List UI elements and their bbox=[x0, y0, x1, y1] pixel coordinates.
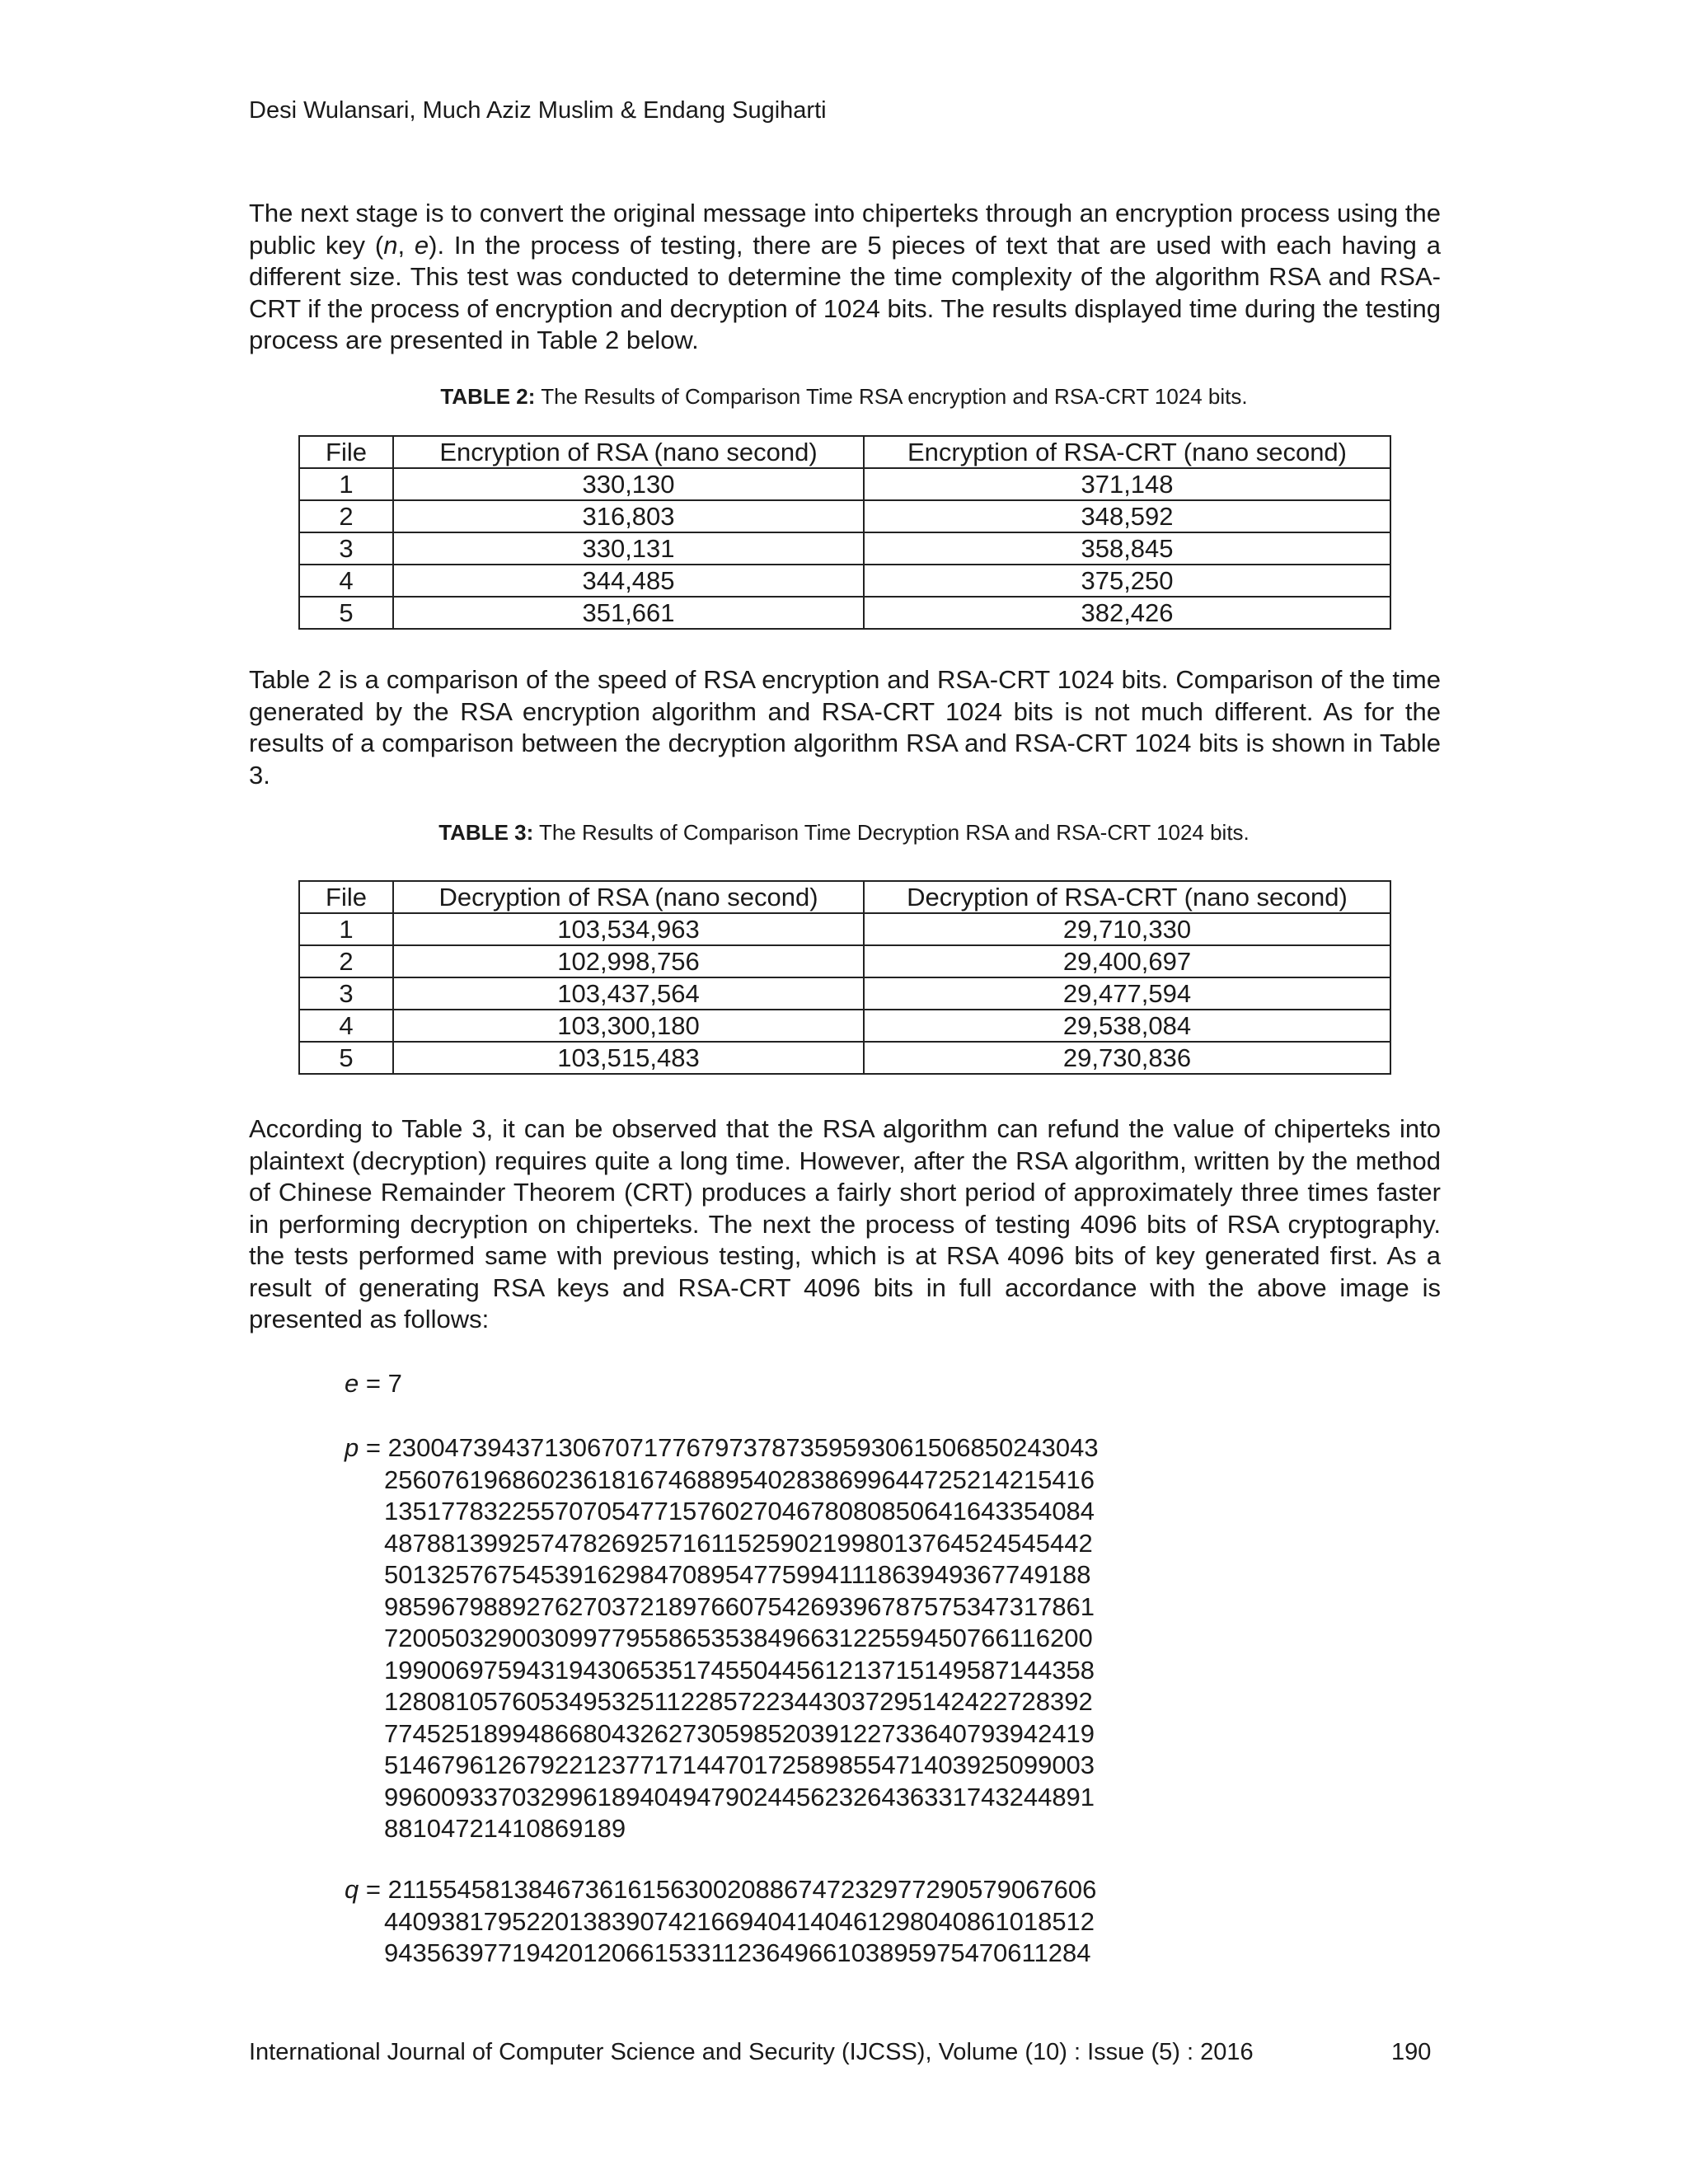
table-cell: 2 bbox=[299, 945, 393, 977]
table-cell: 29,538,084 bbox=[864, 1010, 1390, 1042]
table-3-label: TABLE 3: bbox=[438, 820, 534, 845]
key-p: p = 23004739437130670717767973787359593061506850243043 25607619686023618167468895402838699644725214215416 13517783225570705477157602704678080850641643354084 48788139925747826925716115259021998013764524545442 50132576754539162984708954775994111863949367749188 98596798892762703721897660754269396787575347317861 72005032900309977955865353849663122559450766116200 19900697594319430653517455044561213715149587144358 12808105760534953251122857223443037295142422728392 77452518994866804326273059852039122733640793942419 51467961267922123771714470172589855471403925099003 99600933703299618940494790244562326436331743244891 88104721410869189 bbox=[345, 1432, 1099, 1845]
table-cell: 4 bbox=[299, 1010, 393, 1042]
var-q: q bbox=[345, 1875, 359, 1904]
table-cell: 103,515,483 bbox=[393, 1042, 864, 1074]
table-header-row bbox=[299, 436, 1390, 468]
table-2-caption: TABLE 2: The Results of Comparison Time RSA encryption and RSA-CRT 1024 bits. bbox=[440, 384, 1248, 409]
table-cell: 1 bbox=[299, 468, 393, 500]
table-row bbox=[299, 913, 1390, 945]
table-cell: 4 bbox=[299, 565, 393, 597]
table-cell: 3 bbox=[299, 532, 393, 565]
key-e-value: 7 bbox=[387, 1369, 402, 1398]
table-header-cell: Encryption of RSA-CRT (nano second) bbox=[864, 436, 1390, 468]
key-q-line: 44093817952201383907421669404140461298040861018512 bbox=[384, 1906, 1095, 1936]
table-cell: 3 bbox=[299, 977, 393, 1010]
key-p-line: 25607619686023618167468895402838699644725214215416 bbox=[384, 1465, 1095, 1494]
key-p-line: 88104721410869189 bbox=[384, 1814, 626, 1843]
table-header-cell: Encryption of RSA (nano second) bbox=[393, 436, 864, 468]
table-header-row bbox=[299, 881, 1390, 913]
table-header-cell: Decryption of RSA (nano second) bbox=[393, 881, 864, 913]
table-row bbox=[299, 1010, 1390, 1042]
key-p-line: 50132576754539162984708954775994111863949367749188 bbox=[384, 1560, 1091, 1589]
table-row bbox=[299, 597, 1390, 629]
paragraph-encryption-intro: The next stage is to convert the original message into chiperteks through an encryption process using the public key (n, e). In the process of testing, there are 5 pieces of text that are used with each having a different size. This test was conducted to determine the time complexity of the algorithm RSA and RSA-CRT if the process of encryption and decryption of 1024 bits. The results displayed time during the testing process are presented in Table 2 below. bbox=[249, 199, 1441, 354]
table-cell: 348,592 bbox=[864, 500, 1390, 532]
page-number: 190 bbox=[1391, 2039, 1432, 2065]
table-header-cell: File bbox=[299, 436, 393, 468]
key-q-line: 94356397719420120661533112364966103895975470611284 bbox=[384, 1938, 1091, 1967]
key-p-line: 98596798892762703721897660754269396787575347317861 bbox=[384, 1591, 1095, 1621]
table-row bbox=[299, 500, 1390, 532]
var-e: e bbox=[345, 1369, 359, 1398]
key-p-line: 19900697594319430653517455044561213715149587144358 bbox=[384, 1655, 1095, 1685]
table-row bbox=[299, 565, 1390, 597]
table-cell: 358,845 bbox=[864, 532, 1390, 565]
var-n: n bbox=[383, 230, 398, 260]
key-p-line: 51467961267922123771714470172589855471403925099003 bbox=[384, 1750, 1095, 1779]
table-cell: 316,803 bbox=[393, 500, 864, 532]
table-cell: 5 bbox=[299, 597, 393, 629]
var-e: e bbox=[414, 230, 429, 260]
table-2-label: TABLE 2: bbox=[440, 384, 536, 409]
table-cell: 351,661 bbox=[393, 597, 864, 629]
table-cell: 103,437,564 bbox=[393, 977, 864, 1010]
paragraph-table3-discussion: According to Table 3, it can be observed that the RSA algorithm can refund the value of chiperteks into plaintext (decryption) requires quite a long time. However, after the RSA algorithm, written by the method of Chinese Remainder Theorem (CRT) produces a fairly short period of approximately three times faster in performing decryption on chiperteks. The next the process of testing 4096 bits of RSA cryptography. the tests performed same with previous testing, which is at RSA 4096 bits of key generated first. As a result of generating RSA keys and RSA-CRT 4096 bits in full accordance with the above image is presented as follows: bbox=[249, 1114, 1441, 1333]
key-p-line: 77452518994866804326273059852039122733640793942419 bbox=[384, 1718, 1095, 1748]
table-3-decryption bbox=[298, 880, 1391, 1075]
key-p-line: 23004739437130670717767973787359593061506850243043 bbox=[387, 1433, 1099, 1462]
table-cell: 29,730,836 bbox=[864, 1042, 1390, 1074]
table-row bbox=[299, 945, 1390, 977]
table-row bbox=[299, 1042, 1390, 1074]
table-cell: 29,710,330 bbox=[864, 913, 1390, 945]
table-cell: 375,250 bbox=[864, 565, 1390, 597]
table-2-encryption bbox=[298, 435, 1391, 630]
journal-footer: International Journal of Computer Science and Security (IJCSS), Volume (10) : Issue (5) : 2016 bbox=[249, 2039, 1254, 2065]
table-row bbox=[299, 977, 1390, 1010]
table-header-cell: Decryption of RSA-CRT (nano second) bbox=[864, 881, 1390, 913]
key-e: e = 7 bbox=[345, 1369, 402, 1398]
table-cell: 29,400,697 bbox=[864, 945, 1390, 977]
running-head: Desi Wulansari, Much Aziz Muslim & Endang Sugiharti bbox=[249, 97, 827, 124]
table-row bbox=[299, 468, 1390, 500]
table-cell: 103,534,963 bbox=[393, 913, 864, 945]
table-cell: 5 bbox=[299, 1042, 393, 1074]
table-cell: 102,998,756 bbox=[393, 945, 864, 977]
table-cell: 371,148 bbox=[864, 468, 1390, 500]
table-cell: 344,485 bbox=[393, 565, 864, 597]
key-p-line: 12808105760534953251122857223443037295142422728392 bbox=[384, 1687, 1093, 1716]
table-header-cell: File bbox=[299, 881, 393, 913]
table-cell: 330,130 bbox=[393, 468, 864, 500]
table-cell: 1 bbox=[299, 913, 393, 945]
table-row bbox=[299, 532, 1390, 565]
table-cell: 330,131 bbox=[393, 532, 864, 565]
key-q-line: 21155458138467361615630020886747232977290579067606 bbox=[387, 1875, 1097, 1904]
table-cell: 29,477,594 bbox=[864, 977, 1390, 1010]
key-q: q = 21155458138467361615630020886747232977290579067606 44093817952201383907421669404140461298040861018512 94356397719420120661533112364966103895975470611284 bbox=[345, 1874, 1096, 1970]
table-cell: 2 bbox=[299, 500, 393, 532]
key-p-line: 72005032900309977955865353849663122559450766116200 bbox=[384, 1624, 1093, 1652]
paragraph-table2-discussion: Table 2 is a comparison of the speed of RSA encryption and RSA-CRT 1024 bits. Comparison of the time generated by the RSA encryption algorithm and RSA-CRT 1024 bits is not much different. As for the results of a comparison between the decryption algorithm RSA and RSA-CRT 1024 bits is shown in Table 3. bbox=[249, 665, 1441, 790]
var-p: p bbox=[345, 1433, 359, 1462]
table-cell: 382,426 bbox=[864, 597, 1390, 629]
table-3-caption: TABLE 3: The Results of Comparison Time Decryption RSA and RSA-CRT 1024 bits. bbox=[438, 820, 1250, 845]
key-p-line: 13517783225570705477157602704678080850641643354084 bbox=[384, 1497, 1095, 1526]
key-p-line: 48788139925747826925716115259021998013764524545442 bbox=[384, 1528, 1093, 1558]
key-p-line: 99600933703299618940494790244562326436331743244891 bbox=[384, 1782, 1095, 1811]
table-cell: 103,300,180 bbox=[393, 1010, 864, 1042]
